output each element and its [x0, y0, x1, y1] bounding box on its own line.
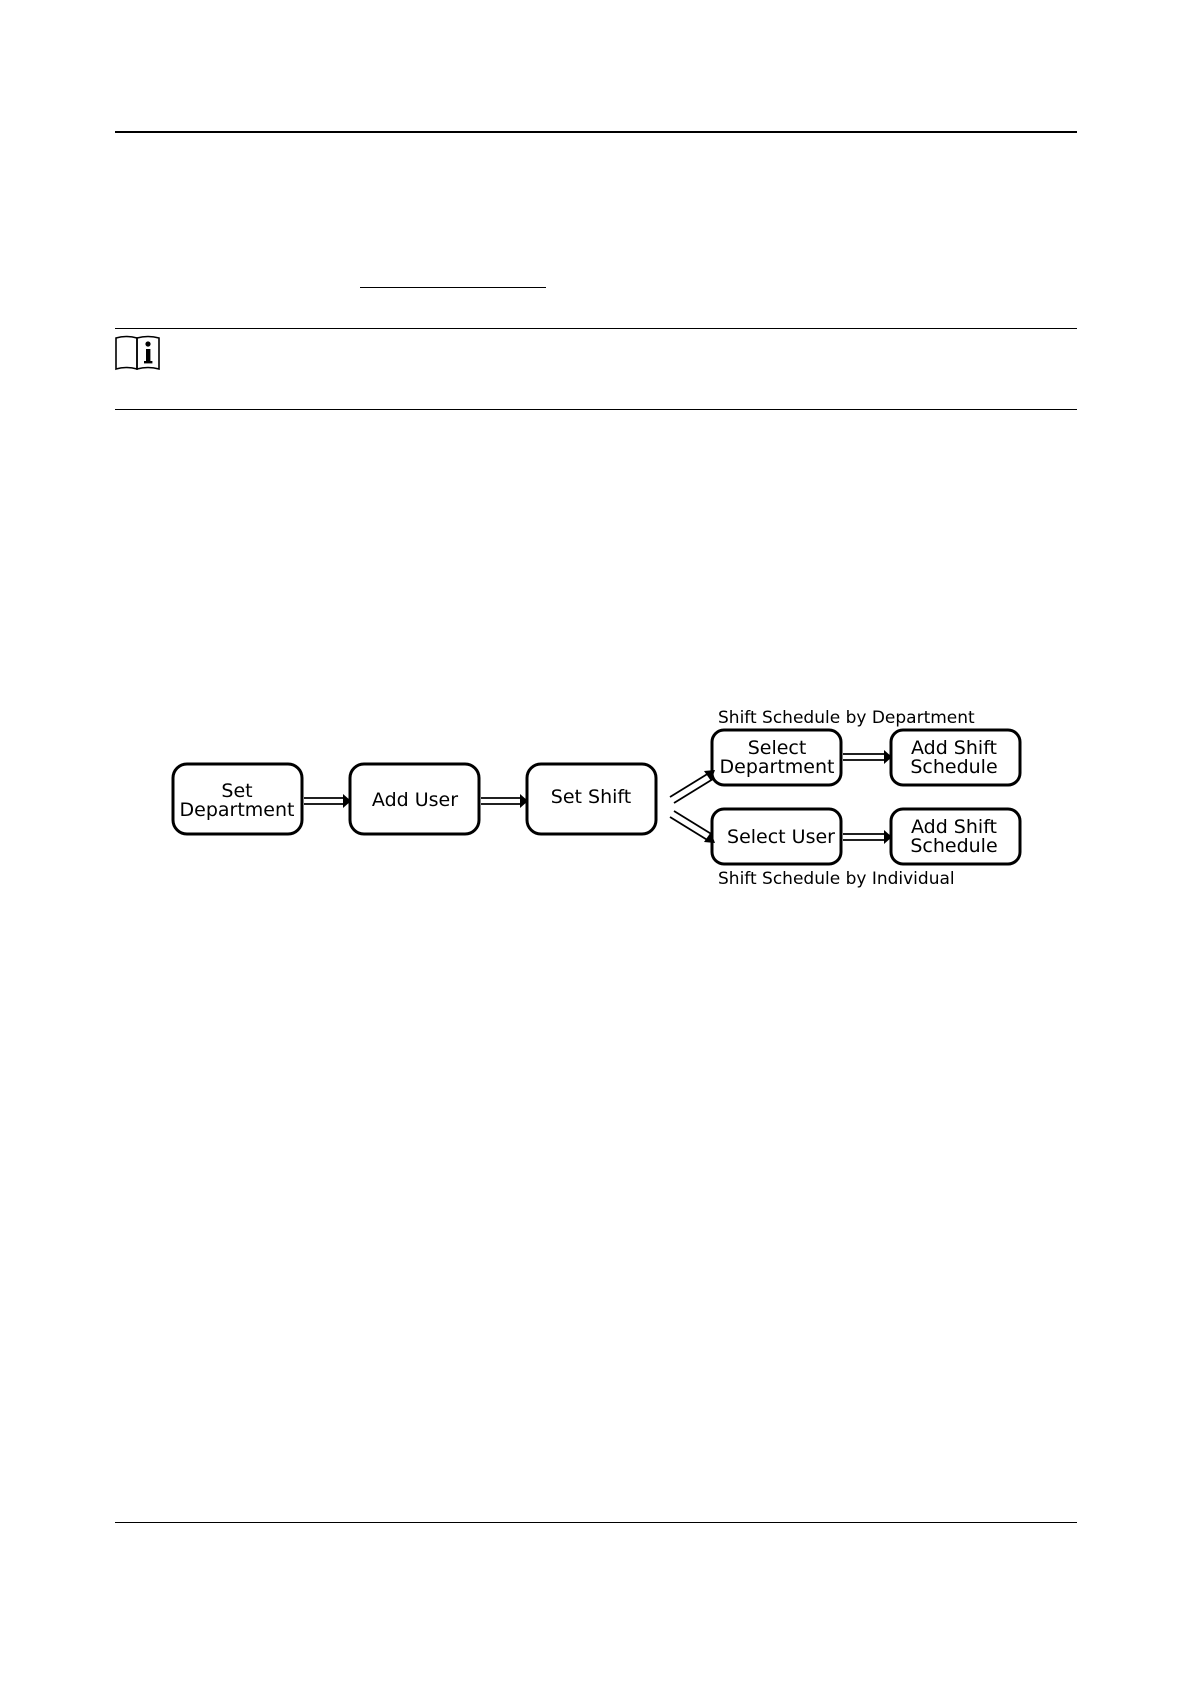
arrow-set-shift-to-select-user [670, 811, 715, 843]
node-select-department-label-1: Select [747, 737, 807, 759]
node-add-shift-schedule-dept-label-1: Add Shift [910, 737, 998, 759]
node-select-user-label: Select User [727, 826, 835, 848]
node-add-shift-schedule-indiv-label-2: Schedule [910, 835, 998, 857]
node-add-shift-schedule-indiv-label-1: Add Shift [910, 816, 998, 838]
arrow-set-shift-to-select-department [670, 770, 715, 803]
node-add-user-label: Add User [371, 789, 459, 811]
arrow-set-department-to-add-user [304, 794, 351, 808]
branch-label-by-individual: Shift Schedule by Individual [718, 869, 955, 889]
node-set-shift-label: Set Shift [550, 786, 632, 808]
node-select-department-label-2: Department [719, 756, 835, 778]
arrow-select-department-to-add-shift-schedule [843, 750, 892, 764]
branch-label-by-department: Shift Schedule by Department [718, 708, 975, 728]
node-set-department-label-1: Set [221, 780, 253, 802]
arrow-add-user-to-set-shift [481, 794, 528, 808]
arrow-select-user-to-add-shift-schedule [843, 830, 892, 844]
node-set-department-label-2: Department [179, 799, 295, 821]
node-add-shift-schedule-dept-label-2: Schedule [910, 756, 998, 778]
footer-rule [115, 1522, 1077, 1523]
